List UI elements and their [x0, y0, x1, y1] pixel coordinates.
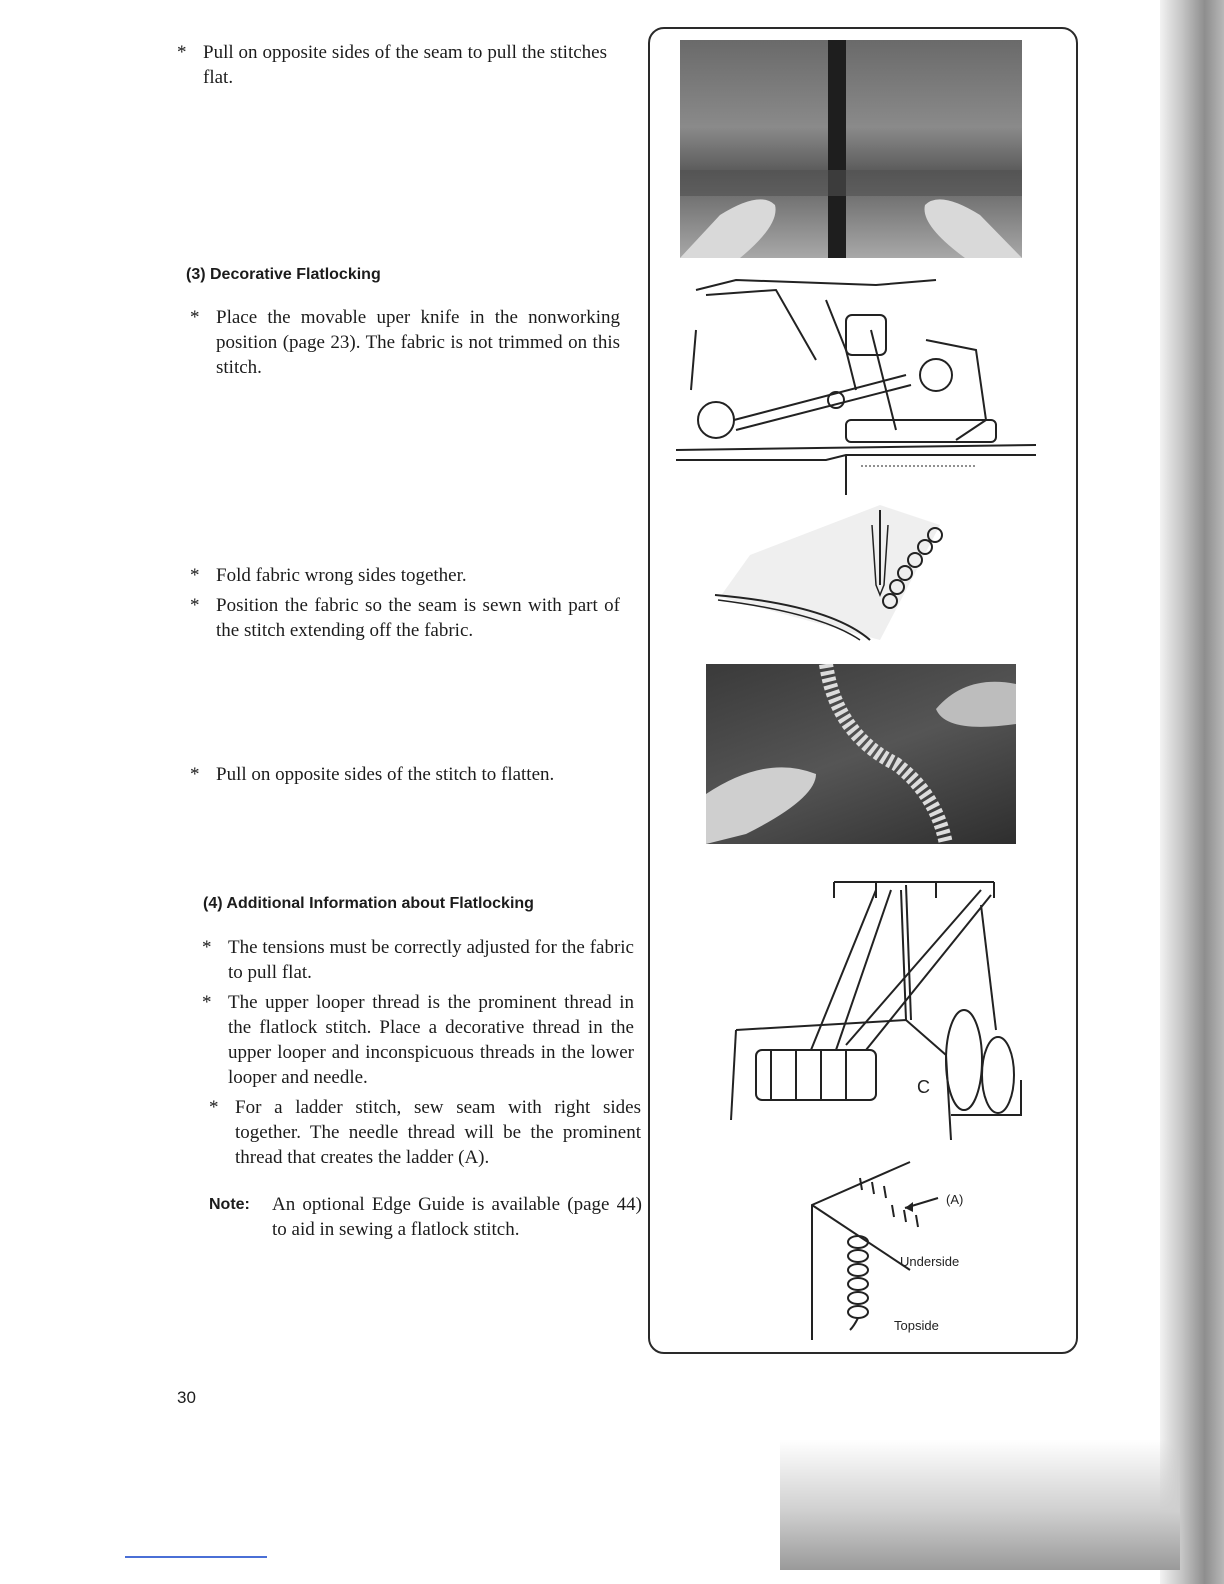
- flatten-stitch-text: Pull on opposite sides of the stitch to flatten.: [216, 764, 555, 785]
- flatten-stitch-photo: [706, 664, 1016, 844]
- bullet-star: *: [202, 937, 212, 958]
- ladder-stitch-text: For a ladder stitch, sew seam with right sides together. The needle thread will be the prominent thread that creates the ladder (A).: [235, 1097, 641, 1168]
- upper-looper-text: The upper looper thread is the prominent thread in the flatlock stitch. Place a decorative thread in the upper looper and inconspicuous threads in the lower looper and needle.: [228, 992, 634, 1088]
- bullet-star: *: [190, 307, 200, 328]
- bullet-star: *: [190, 565, 200, 586]
- bullet-star: *: [177, 42, 187, 63]
- folded-fabric-diagram: [710, 505, 960, 645]
- bullet-star: *: [209, 1097, 219, 1118]
- scan-line: [125, 1556, 267, 1558]
- underside-label: Underside: [900, 1254, 960, 1269]
- pull-seam-text: Pull on opposite sides of the seam to pull the stitches flat.: [203, 42, 607, 88]
- ladder-stitch-diagram: [810, 1160, 990, 1340]
- knife-position-text: Place the movable uper knife in the nonworking position (page 23). The fabric is not trimmed on this stitch.: [216, 307, 620, 378]
- bullet-star: *: [190, 764, 200, 785]
- tensions-text: The tensions must be correctly adjusted for the fabric to pull flat.: [228, 937, 634, 983]
- page-number: 30: [177, 1388, 196, 1407]
- page-edge-shadow: [1160, 0, 1224, 1584]
- note-text: An optional Edge Guide is available (page 44) to aid in sewing a flatlock stitch.: [272, 1194, 642, 1240]
- position-fabric-text: Position the fabric so the seam is sewn with part of the stitch extending off the fabric.: [216, 595, 620, 641]
- ladder-label-a: (A): [946, 1192, 964, 1207]
- topside-label: Topside: [894, 1318, 939, 1333]
- pull-seam-photo: [680, 40, 1022, 258]
- thread-stand-diagram: [726, 880, 1026, 1140]
- bullet-star: *: [202, 992, 212, 1013]
- section3-heading: (3) Decorative Flatlocking: [186, 266, 381, 283]
- fold-fabric-text: Fold fabric wrong sides together.: [216, 565, 467, 586]
- machine-label-c: C: [917, 1077, 930, 1097]
- note-label: Note:: [209, 1196, 250, 1213]
- section4-heading: (4) Additional Information about Flatlocking: [203, 895, 534, 912]
- bullet-star: *: [190, 595, 200, 616]
- presser-foot-diagram: [676, 270, 1038, 500]
- page-bottom-shadow: [780, 1440, 1180, 1570]
